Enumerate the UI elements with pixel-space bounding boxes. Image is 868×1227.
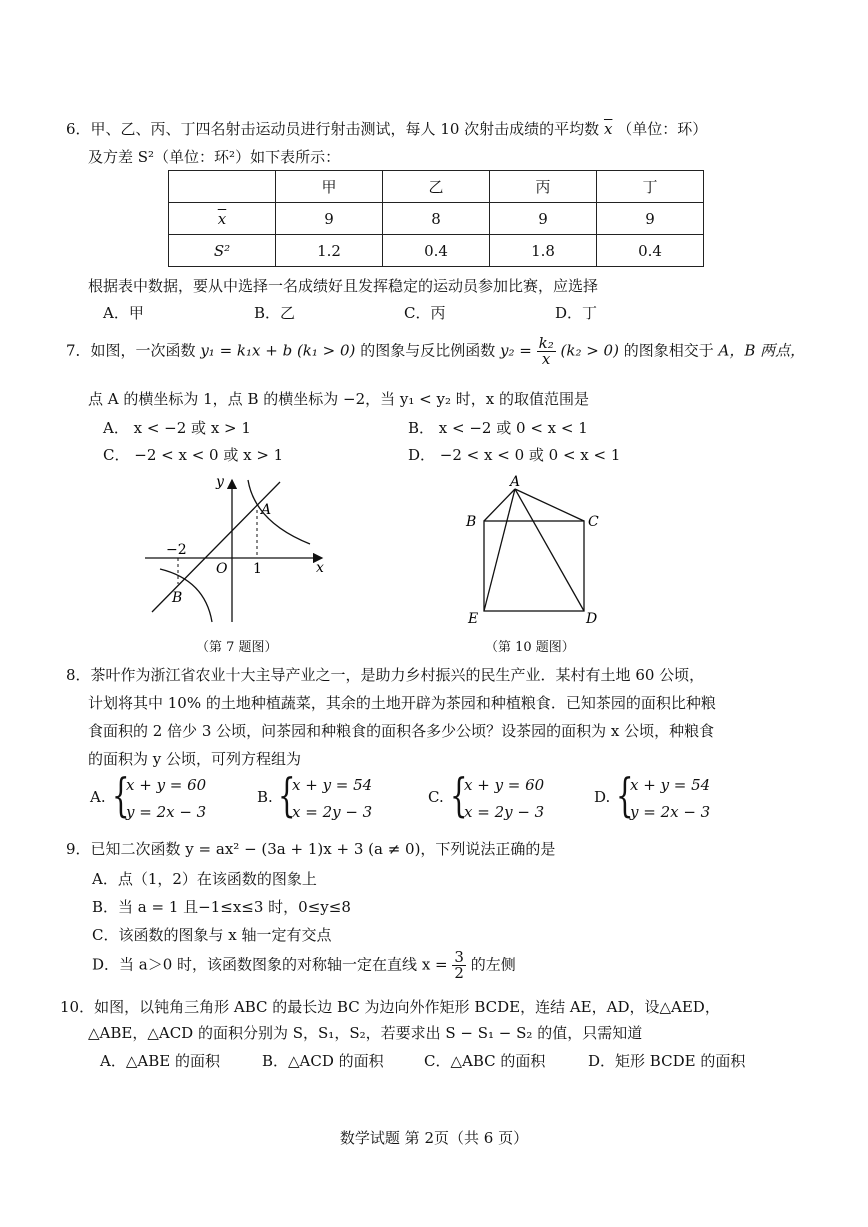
q7-option-a: A． x < −2 或 x > 1	[103, 419, 251, 437]
q6-option-b: B．乙	[254, 304, 296, 322]
q8-option-d-label: D.	[594, 788, 611, 806]
variance-label: S²	[213, 241, 231, 260]
figure-7-graph	[140, 472, 340, 632]
q7-option-d: D． −2 < x < 0 或 0 < x < 1	[408, 446, 621, 464]
tick-1-label: 1	[253, 561, 262, 577]
frac-numerator: 3	[454, 948, 464, 966]
q8-option-b-system	[292, 772, 372, 826]
brace-icon: {	[450, 768, 468, 822]
q7-condition: (k₂ > 0)	[560, 341, 619, 360]
equation-2: x = 2y − 3	[464, 803, 545, 821]
q6-stem-line1	[66, 118, 707, 139]
q6-prompt: 根据表中数据，要从中选择一名成绩好且发挥稳定的运动员参加比赛，应选择	[88, 277, 599, 295]
equation-1: x + y = 60	[464, 776, 545, 794]
tick-neg2-label: −2	[166, 542, 187, 558]
frac-numerator: k₂	[538, 334, 554, 352]
q8-stem-line1: 8．茶叶作为浙江省农业十大主导产业之一，是助力乡村振兴的民生产业．某村有土地 60 公顷，	[66, 666, 705, 684]
equation-2: x = 2y − 3	[292, 803, 373, 821]
q6-stem-line2: 及方差 S²（单位：环²）如下表所示：	[88, 148, 341, 166]
equation-1: x + y = 54	[292, 776, 373, 794]
vertex-d-label: D	[586, 611, 598, 624]
q10-option-b: B．△ACD 的面积	[262, 1052, 384, 1070]
brace-icon: {	[278, 768, 296, 822]
q8-option-a-system	[126, 772, 206, 826]
xbar-label: $\overline{x}$	[217, 209, 227, 228]
q8-stem-line4: 的面积为 y 公顷，可列方程组为	[88, 750, 302, 768]
q9-option-a: A．点（1，2）在该函数的图象上	[92, 870, 317, 888]
q6-unit: （单位：环）	[617, 120, 708, 138]
q6-option-a: A．甲	[103, 304, 144, 322]
segment-ad	[515, 489, 584, 611]
table-cell: 甲	[276, 171, 383, 203]
q9-option-d	[92, 950, 516, 981]
x-axis-label: x	[316, 560, 324, 576]
q6-option-c: C．丙	[404, 304, 446, 322]
q8-option-c-system	[464, 772, 544, 826]
score-table	[168, 170, 704, 267]
q7-text: 7．如图，一次函数	[66, 341, 196, 360]
frac-denominator: x	[541, 350, 551, 368]
q10-option-a: A．△ABE 的面积	[100, 1052, 220, 1070]
origin-label: O	[216, 561, 228, 577]
q9-option-d-text: D．当 a＞0 时，该函数图象的对称轴一定在直线 x =	[92, 955, 448, 974]
table-cell: 丁	[597, 171, 704, 203]
q10-option-d: D．矩形 BCDE 的面积	[588, 1052, 746, 1070]
page-footer: 数学试题 第 2页（共 6 页）	[339, 1129, 529, 1147]
table-header-row	[169, 171, 704, 203]
q8-option-b-label: B.	[257, 788, 273, 806]
table-cell: 丙	[490, 171, 597, 203]
q8-option-c-label: C.	[428, 788, 444, 806]
figure-10-diagram	[460, 474, 610, 624]
table-cell: 9	[490, 203, 597, 235]
q7-option-c: C． −2 < x < 0 或 x > 1	[103, 446, 284, 464]
xbar-symbol: $\overline{x}$	[603, 120, 613, 138]
q7-stem-line1	[66, 336, 805, 367]
q8-stem-line2: 计划将其中 10% 的土地种植蔬菜，其余的土地开辟为茶园和种植粮食．已知茶园的面积比种粮	[88, 694, 716, 712]
table-cell: 1.2	[276, 235, 383, 267]
q7-text: 的图象与反比例函数	[360, 341, 496, 360]
table-cell: 1.8	[490, 235, 597, 267]
q10-stem-line2: △ABE，△ACD 的面积分别为 S，S₁，S₂，若要求出 S − S₁ − S₂ 的值，只需知道	[88, 1024, 643, 1042]
frac-denominator: 2	[454, 964, 464, 982]
q7-option-b: B． x < −2 或 0 < x < 1	[408, 419, 588, 437]
q7-points: A，B 两点，	[718, 341, 806, 360]
brace-icon: {	[616, 768, 634, 822]
q10-stem-line1: 10．如图，以钝角三角形 ABC 的最长边 BC 为边向外作矩形 BCDE，连结 AE，AD，设△AED，	[60, 998, 720, 1016]
table-row	[169, 235, 704, 267]
equation-2: y = 2x − 3	[126, 803, 207, 821]
figure-10-caption: （第 10 题图）	[485, 640, 575, 655]
q10-option-c: C．△ABC 的面积	[424, 1052, 546, 1070]
equation-1: x + y = 54	[630, 776, 711, 794]
y-axis-label: y	[216, 474, 224, 490]
vertex-c-label: C	[588, 514, 599, 530]
table-cell: 9	[276, 203, 383, 235]
q6-text: 6．甲、乙、丙、丁四名射击运动员进行射击测试，每人 10 次射击成绩的平均数	[66, 120, 600, 138]
point-b-label: B	[172, 590, 183, 606]
q9-option-d-text: 的左侧	[470, 955, 516, 974]
vertex-a-label: A	[510, 474, 521, 490]
q8-option-d-system	[630, 772, 710, 826]
point-a-label: A	[261, 502, 272, 518]
q9-stem: 9．已知二次函数 y = ax² − (3a + 1)x + 3 (a ≠ 0)，下列说法正确的是	[66, 840, 556, 858]
segment-ac	[515, 489, 584, 521]
q7-fraction	[537, 336, 556, 367]
table-row-label	[169, 235, 276, 267]
table-row	[169, 203, 704, 235]
table-cell: 8	[383, 203, 490, 235]
equation-2: y = 2x − 3	[630, 803, 711, 821]
vertex-e-label: E	[468, 611, 479, 624]
q7-text: 的图象相交于	[623, 341, 714, 360]
equation-1: x + y = 60	[126, 776, 207, 794]
table-cell	[169, 171, 276, 203]
table-cell: 乙	[383, 171, 490, 203]
table-cell: 0.4	[383, 235, 490, 267]
q8-stem-line3: 食面积的 2 倍少 3 公顷，问茶园和种粮食的面积各多少公顷？设茶园的面积为 x 公顷，种粮食	[88, 722, 715, 740]
q9-fraction	[452, 950, 466, 981]
table-cell: 9	[597, 203, 704, 235]
vertex-b-label: B	[466, 514, 477, 530]
segment-ae	[484, 489, 515, 611]
figure-7-caption: （第 7 题图）	[196, 640, 278, 655]
brace-icon: {	[112, 768, 130, 822]
q7-linear-expr: y₁ = k₁x + b (k₁ > 0)	[200, 341, 356, 360]
q7-inverse-expr: y₂ =	[500, 341, 532, 360]
q8-option-a-label: A.	[90, 788, 106, 806]
q9-option-c: C．该函数的图象与 x 轴一定有交点	[92, 926, 332, 944]
q6-option-d: D．丁	[555, 304, 598, 322]
rectangle-bcde	[484, 521, 584, 611]
table-cell: 0.4	[597, 235, 704, 267]
q7-stem-line2: 点 A 的横坐标为 1，点 B 的横坐标为 −2，当 y₁ < y₂ 时，x 的取值范围是	[88, 390, 589, 408]
q9-option-b: B．当 a = 1 且−1≤x≤3 时，0≤y≤8	[92, 898, 351, 916]
table-row-label	[169, 203, 276, 235]
